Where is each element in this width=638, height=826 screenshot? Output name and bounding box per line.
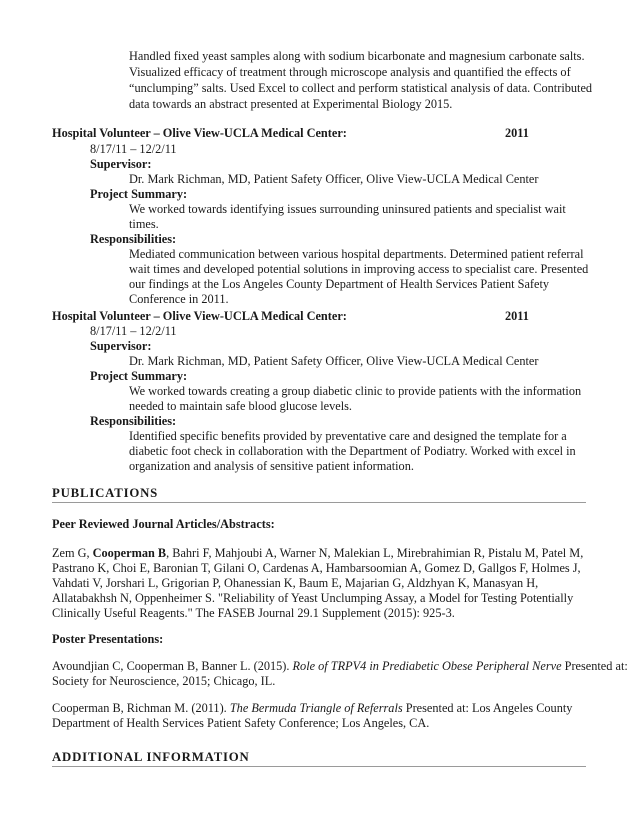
entry-dates: 8/17/11 – 12/2/11 [90,142,177,156]
entry-title: Hospital Volunteer – Olive View-UCLA Medical Center: [52,126,347,140]
citation-title: Role of TRPV4 in Prediabetic Obese Peripheral Nerve [292,659,562,673]
supervisor-text: Dr. Mark Richman, MD, Patient Safety Officer, Olive View-UCLA Medical Center [129,354,539,368]
citation-text: Presented at: [561,659,628,673]
citation-line [52,659,628,675]
text-line: Handled fixed yeast samples along with sodium bicarbonate and magnesium carbonate salts. [129,49,585,63]
summary-label: Project Summary: [90,187,188,201]
citation-line: Clinically Useful Reagents." The FASEB Journal 29.1 Supplement (2015): 925-3. [52,606,455,620]
summary-line: times. [129,217,159,231]
entry-year: 2011 [505,126,529,140]
responsibility-line: wait times and developed potential solutions in improving access to specialist care. Presented [129,262,589,276]
peer-reviewed-heading: Peer Reviewed Journal Articles/Abstracts: [52,517,275,531]
citation-text: Presented at: Los Angeles County [402,701,573,715]
summary-label: Project Summary: [90,369,188,383]
entry-title: Hospital Volunteer – Olive View-UCLA Medical Center: [52,309,347,323]
responsibility-line: organization and analysis of sensitive patient information. [129,459,414,473]
summary-line: We worked towards creating a group diabetic clinic to provide patients with the information [129,384,582,398]
responsibility-line: Conference in 2011. [129,292,229,306]
summary-line: We worked towards identifying issues surrounding uninsured patients and specialist wait [129,202,566,216]
entry-dates: 8/17/11 – 12/2/11 [90,324,177,338]
summary-line: needed to maintain safe blood glucose levels. [129,399,352,413]
citation-text: Zem G, [52,546,93,560]
citation-line [52,701,572,717]
text-line: data towards an abstract presented at Experimental Biology 2015. [129,97,453,111]
responsibility-line: Mediated communication between various hospital departments. Determined patient referral [129,247,584,261]
citation-line: Vahdati V, Jorshari L, Grigorian P, Ohanessian K, Baum E, Majarian G, Aldzhyan K, Manasyan H, [52,576,539,590]
supervisor-text: Dr. Mark Richman, MD, Patient Safety Officer, Olive View-UCLA Medical Center [129,172,539,186]
responsibilities-label: Responsibilities: [90,414,177,428]
responsibility-line: our findings at the Los Angeles County Department of Health Services Patient Safety [129,277,550,291]
citation-author-highlight: Cooperman B [92,546,167,560]
supervisor-label: Supervisor: [90,339,152,353]
citation-text: Avoundjian C, Cooperman B, Banner L. (2015). [52,659,293,673]
publications-heading: PUBLICATIONS [52,486,159,500]
entry-year: 2011 [505,309,529,323]
citation-text: Cooperman B, Richman M. (2011). [52,701,230,715]
citation-line: Allatabakhsh N, Oppenheimer S. "Reliability of Yeast Unclumping Assay, a Model for Testing Potentially [52,591,574,605]
text-line: “unclumping” salts. Used Excel to collect and perform statistical analysis of data. Contributed [129,81,593,95]
supervisor-label: Supervisor: [90,157,152,171]
responsibility-line: Identified specific benefits provided by preventative care and designed the template for a [129,429,567,443]
citation-title: The Bermuda Triangle of Referrals [229,701,403,715]
responsibility-line: diabetic foot check in collaboration with the Department of Podiatry. Worked with excel in [129,444,576,458]
citation-text: , Bahri F, Mahjoubi A, Warner N, Malekian L, Mirebrahimian R, Pistalu M, Patel M, [166,546,584,560]
citation-line: Pastrano K, Choi E, Baronian T, Gilani O, Cardenas A, Hambarsoomian A, Gomez D, Gallgos F, Holmes J, [52,561,581,575]
section-divider [52,502,586,503]
responsibilities-label: Responsibilities: [90,232,177,246]
section-divider [52,766,586,767]
citation-line: Department of Health Services Patient Safety Conference; Los Angeles, CA. [52,716,430,730]
text-line: Visualized efficacy of treatment through microscope analysis and quantified the effects of [129,65,571,79]
poster-heading: Poster Presentations: [52,632,164,646]
citation-line [52,546,583,562]
additional-info-heading: ADDITIONAL INFORMATION [52,750,250,764]
citation-line: Society for Neuroscience, 2015; Chicago, IL. [52,674,276,688]
